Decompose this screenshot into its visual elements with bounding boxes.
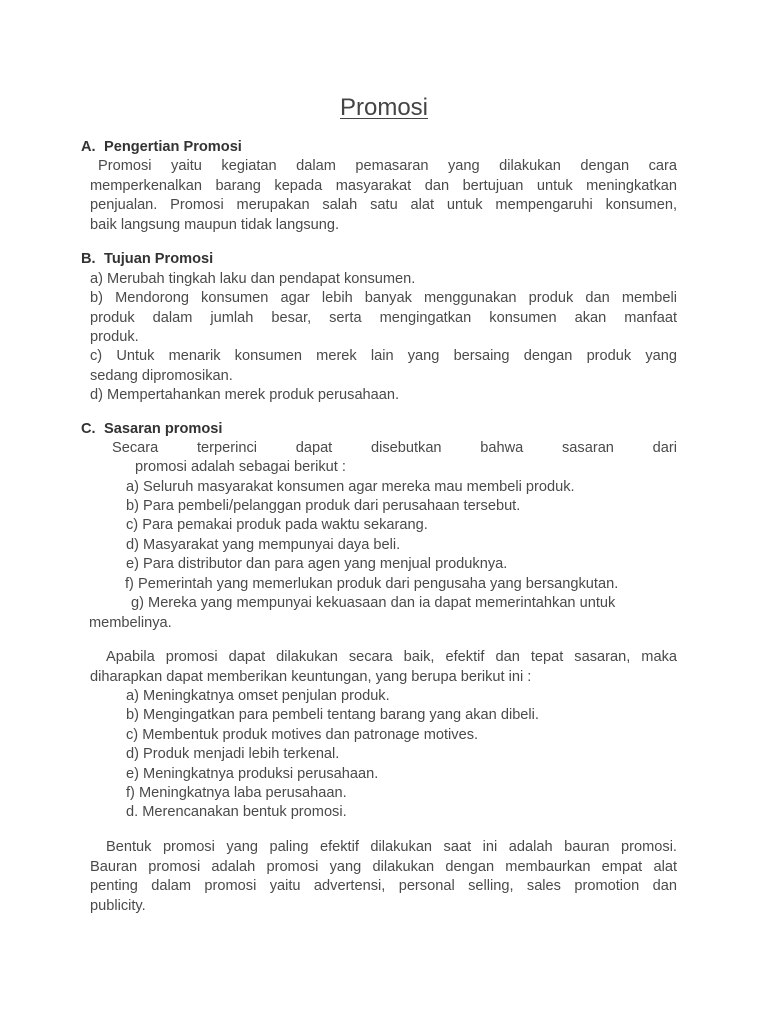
- benefits-intro: diharapkan dapat memberikan keuntungan, yang berupa berikut ini :: [90, 669, 532, 685]
- section-b-line: b) Mendorong konsumen agar lebih banyak menggunakan produk dan membeli: [90, 290, 677, 306]
- benefit-item: f) Meningkatnya laba perusahaan.: [126, 785, 347, 801]
- closing-line: Bentuk promosi yang paling efektif dilakukan saat ini adalah bauran promosi.: [106, 839, 677, 855]
- section-c-intro: Secara terperinci dapat disebutkan bahwa sasaran dari: [112, 440, 677, 456]
- section-c-item: f) Pemerintah yang memerlukan produk dari pengusaha yang bersangkutan.: [125, 576, 619, 592]
- section-c-item: membelinya.: [89, 615, 172, 631]
- section-c-item: g) Mereka yang mempunyai kekuasaan dan ia dapat memerintahkan untuk: [131, 595, 616, 611]
- section-a-heading: A. Pengertian Promosi: [81, 139, 242, 155]
- section-c-heading: C. Sasaran promosi: [81, 421, 223, 437]
- section-a-line: penjualan. Promosi merupakan salah satu alat untuk mempengaruhi konsumen,: [90, 197, 677, 213]
- benefit-item: e) Meningkatnya produksi perusahaan.: [126, 766, 379, 782]
- section-c-item: a) Seluruh masyarakat konsumen agar mereka mau membeli produk.: [126, 479, 575, 495]
- section-c-item: e) Para distributor dan para agen yang menjual produknya.: [126, 556, 508, 572]
- section-c-item: b) Para pembeli/pelanggan produk dari perusahaan tersebut.: [126, 498, 521, 514]
- section-b-line: a) Merubah tingkah laku dan pendapat konsumen.: [90, 271, 416, 287]
- section-b-heading: B. Tujuan Promosi: [81, 251, 214, 267]
- section-c-item: d) Masyarakat yang mempunyai daya beli.: [126, 537, 401, 553]
- closing-line: publicity.: [90, 898, 146, 914]
- benefit-item: b) Mengingatkan para pembeli tentang barang yang akan dibeli.: [126, 707, 539, 723]
- page-title: Promosi: [339, 94, 429, 121]
- section-b-line: produk.: [90, 329, 139, 345]
- section-a-line: Promosi yaitu kegiatan dalam pemasaran yang dilakukan dengan cara: [98, 158, 677, 174]
- section-b-line: produk dalam jumlah besar, serta mengingatkan konsumen akan manfaat: [90, 310, 677, 326]
- benefit-item: d) Produk menjadi lebih terkenal.: [126, 746, 340, 762]
- closing-line: penting dalam promosi yaitu advertensi, personal selling, sales promotion dan: [90, 878, 677, 894]
- benefit-item: a) Meningkatnya omset penjulan produk.: [126, 688, 390, 704]
- benefit-item: d. Merencanakan bentuk promosi.: [126, 804, 347, 820]
- benefits-intro: Apabila promosi dapat dilakukan secara baik, efektif dan tepat sasaran, maka: [106, 649, 677, 665]
- section-b-line: d) Mempertahankan merek produk perusahaan.: [90, 387, 400, 403]
- section-c-item: c) Para pemakai produk pada waktu sekarang.: [126, 517, 428, 533]
- section-c-intro: promosi adalah sebagai berikut :: [135, 459, 346, 475]
- closing-line: Bauran promosi adalah promosi yang dilakukan dengan membaurkan empat alat: [90, 859, 677, 875]
- section-a-line: baik langsung maupun tidak langsung.: [90, 217, 340, 233]
- section-b-line: sedang dipromosikan.: [90, 368, 233, 384]
- section-b-line: c) Untuk menarik konsumen merek lain yang bersaing dengan produk yang: [90, 348, 677, 364]
- benefit-item: c) Membentuk produk motives dan patronage motives.: [126, 727, 479, 743]
- section-a-line: memperkenalkan barang kepada masyarakat dan bertujuan untuk meningkatkan: [90, 178, 677, 194]
